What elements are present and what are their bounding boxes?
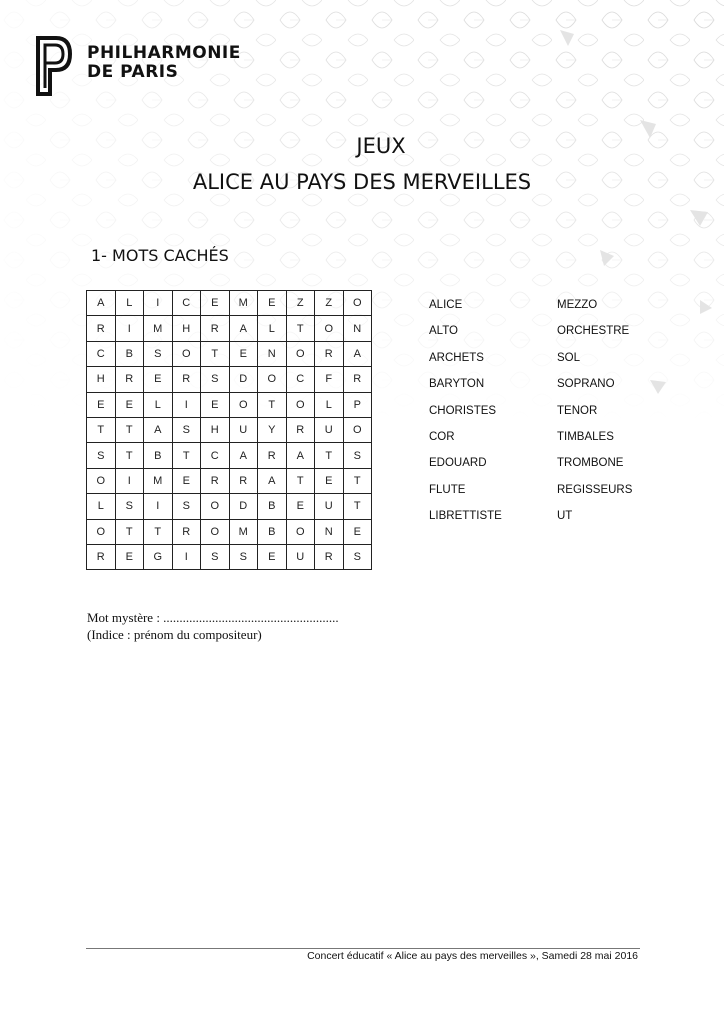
grid-cell: A (87, 291, 116, 316)
grid-cell: O (286, 392, 315, 417)
word-list-item: ALICE (429, 299, 463, 311)
grid-cell: L (315, 392, 344, 417)
grid-cell: M (229, 519, 258, 544)
grid-cell: O (87, 468, 116, 493)
grid-cell: O (258, 367, 287, 392)
grid-cell: M (229, 291, 258, 316)
grid-cell: C (286, 367, 315, 392)
grid-cell: E (201, 392, 230, 417)
grid-cell: U (315, 494, 344, 519)
grid-row (87, 316, 372, 341)
grid-cell: H (201, 417, 230, 442)
grid-cell: N (315, 519, 344, 544)
grid-cell: R (343, 367, 372, 392)
grid-cell: L (144, 392, 173, 417)
grid-cell: H (87, 367, 116, 392)
grid-cell: C (201, 443, 230, 468)
grid-cell: E (315, 468, 344, 493)
grid-cell: U (229, 417, 258, 442)
grid-row (87, 468, 372, 493)
grid-cell: U (315, 417, 344, 442)
grid-cell: Z (286, 291, 315, 316)
grid-cell: Z (315, 291, 344, 316)
grid-cell: I (115, 316, 144, 341)
grid-cell: E (258, 291, 287, 316)
grid-cell: S (144, 341, 173, 366)
grid-cell: S (201, 367, 230, 392)
grid-cell: T (343, 494, 372, 519)
grid-cell: R (115, 367, 144, 392)
grid-row (87, 417, 372, 442)
word-list-item: EDOUARD (429, 457, 487, 470)
grid-cell: R (229, 468, 258, 493)
grid-cell: A (144, 417, 173, 442)
section-heading: 1- MOTS CACHÉS (91, 246, 229, 265)
grid-row (87, 494, 372, 519)
grid-cell: R (87, 544, 116, 569)
grid-cell: G (144, 544, 173, 569)
grid-cell: T (286, 316, 315, 341)
grid-cell: R (258, 443, 287, 468)
word-list-item: TIMBALES (557, 430, 614, 443)
grid-cell: F (315, 367, 344, 392)
grid-cell: S (172, 417, 201, 442)
word-list-item: LIBRETTISTE (429, 510, 502, 523)
grid-cell: S (172, 494, 201, 519)
grid-cell: O (286, 519, 315, 544)
grid-cell: R (201, 316, 230, 341)
grid-row (87, 367, 372, 392)
word-list-column-2 (557, 296, 632, 534)
grid-cell: I (144, 291, 173, 316)
footer-text: Concert éducatif « Alice au pays des merveilles », Samedi 28 mai 2016 (307, 950, 638, 962)
word-list-column-1 (429, 296, 502, 534)
word-list-item: COR (429, 430, 455, 443)
grid-cell: I (172, 544, 201, 569)
title-line-1: JEUX (356, 134, 406, 158)
grid-cell: S (87, 443, 116, 468)
word-list-item: TENOR (557, 404, 598, 417)
logo-wordmark (87, 44, 241, 82)
word-list-item: ARCHETS (429, 351, 484, 364)
grid-cell: T (201, 341, 230, 366)
grid-cell: S (343, 544, 372, 569)
grid-cell: N (258, 341, 287, 366)
grid-cell: O (286, 341, 315, 366)
grid-cell: R (286, 417, 315, 442)
mystery-word-section (87, 609, 339, 643)
logo-line-1: PHILHARMONIE (87, 43, 241, 63)
word-list-item: SOL (557, 351, 581, 364)
grid-cell: T (115, 519, 144, 544)
grid-cell: S (343, 443, 372, 468)
word-list-item: TROMBONE (557, 457, 624, 470)
grid-cell: I (144, 494, 173, 519)
word-list-item: BARYTON (429, 378, 485, 391)
grid-cell: E (87, 392, 116, 417)
grid-cell: O (343, 291, 372, 316)
philharmonie-logo (34, 34, 244, 98)
grid-cell: R (201, 468, 230, 493)
grid-cell: R (172, 367, 201, 392)
grid-cell: R (87, 316, 116, 341)
grid-cell: T (343, 468, 372, 493)
grid-cell: O (201, 519, 230, 544)
grid-cell: N (343, 316, 372, 341)
grid-cell: A (286, 443, 315, 468)
title-line-2: ALICE AU PAYS DES MERVEILLES (192, 170, 532, 194)
grid-cell: M (144, 316, 173, 341)
grid-cell: E (286, 494, 315, 519)
grid-cell: S (229, 544, 258, 569)
grid-cell: E (115, 544, 144, 569)
grid-row (87, 392, 372, 417)
word-list-item: MEZZO (557, 299, 598, 311)
word-list-item: FLUTE (429, 483, 466, 496)
grid-cell: A (343, 341, 372, 366)
grid-cell: E (144, 367, 173, 392)
grid-cell: P (343, 392, 372, 417)
grid-cell: I (172, 392, 201, 417)
mystery-hint: (Indice : prénom du compositeur) (87, 627, 262, 642)
grid-cell: O (87, 519, 116, 544)
grid-cell: S (115, 494, 144, 519)
grid-cell: L (115, 291, 144, 316)
grid-row (87, 443, 372, 468)
grid-cell: T (315, 443, 344, 468)
word-list-item: ORCHESTRE (557, 325, 630, 338)
grid-cell: T (144, 519, 173, 544)
grid-cell: B (258, 494, 287, 519)
grid-cell: U (286, 544, 315, 569)
grid-cell: R (315, 544, 344, 569)
grid-cell: O (172, 341, 201, 366)
grid-cell: T (172, 443, 201, 468)
grid-cell: H (172, 316, 201, 341)
mystery-word-line: Mot mystère : ...................................................... (87, 610, 339, 625)
word-list-item: ALTO (429, 325, 458, 338)
grid-cell: L (258, 316, 287, 341)
grid-cell: I (115, 468, 144, 493)
grid-cell: Y (258, 417, 287, 442)
grid-row (87, 291, 372, 316)
grid-cell: B (115, 341, 144, 366)
grid-cell: D (229, 494, 258, 519)
grid-cell: O (343, 417, 372, 442)
grid-cell: R (172, 519, 201, 544)
grid-row (87, 341, 372, 366)
grid-cell: E (229, 341, 258, 366)
grid-cell: C (172, 291, 201, 316)
grid-cell: L (87, 494, 116, 519)
grid-cell: E (201, 291, 230, 316)
grid-cell: T (258, 392, 287, 417)
grid-cell: A (229, 443, 258, 468)
grid-cell: E (343, 519, 372, 544)
grid-cell: T (286, 468, 315, 493)
grid-cell: E (115, 392, 144, 417)
grid-cell: B (144, 443, 173, 468)
grid-cell: A (229, 316, 258, 341)
grid-cell: T (87, 417, 116, 442)
word-list-item: SOPRANO (557, 378, 615, 391)
grid-cell: T (115, 443, 144, 468)
grid-cell: T (115, 417, 144, 442)
grid-row (87, 519, 372, 544)
word-list-item: UT (557, 510, 573, 523)
grid-cell: D (229, 367, 258, 392)
grid-cell: O (315, 316, 344, 341)
grid-cell: R (315, 341, 344, 366)
grid-cell: A (258, 468, 287, 493)
word-search-grid (86, 290, 372, 570)
grid-cell: E (172, 468, 201, 493)
philharmonie-logo-icon (34, 34, 74, 98)
grid-cell: O (201, 494, 230, 519)
grid-cell: O (229, 392, 258, 417)
page-title (0, 128, 724, 200)
grid-cell: E (258, 544, 287, 569)
logo-line-2: DE PARIS (87, 62, 179, 82)
footer-divider (86, 948, 640, 949)
grid-cell: S (201, 544, 230, 569)
word-list-item: CHORISTES (429, 404, 497, 417)
word-list-item: REGISSEURS (557, 483, 633, 496)
grid-cell: B (258, 519, 287, 544)
grid-cell: C (87, 341, 116, 366)
grid-cell: M (144, 468, 173, 493)
grid-row (87, 544, 372, 569)
